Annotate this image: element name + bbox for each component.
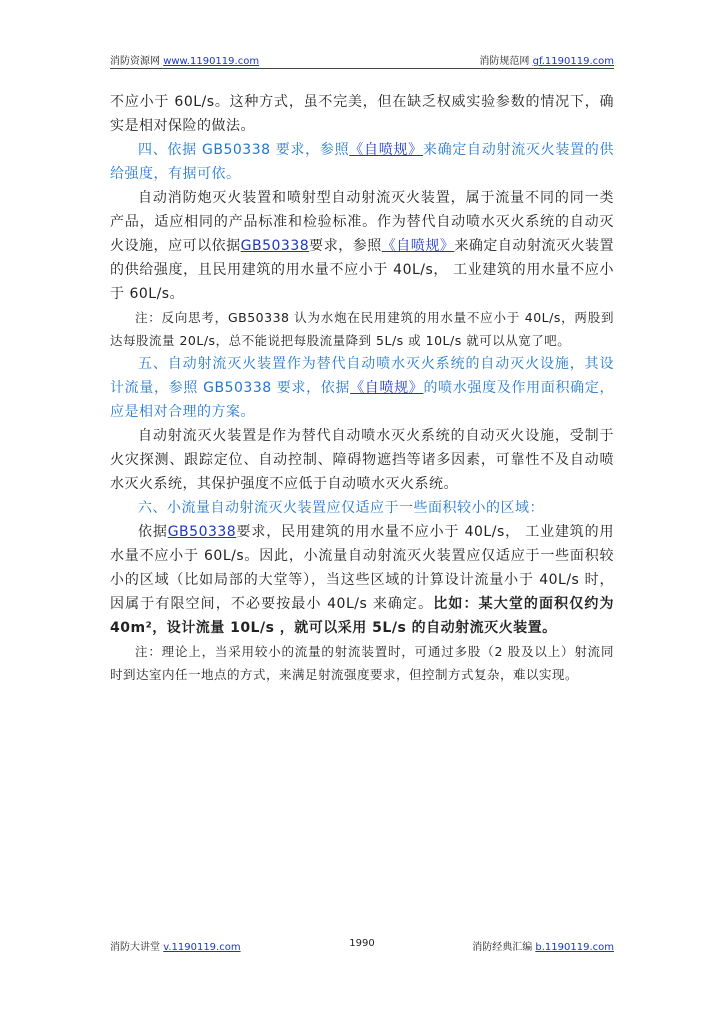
paragraph-4-text-a: 依据 [138,524,168,540]
section-heading-4 [110,138,614,186]
paragraph-2-text-c: 来确定自动射流灭火装置的供给强度，且民用建筑的用水量不应小于 40L/s， 工业建筑的用水量不应小于 60L/s。 [110,238,615,302]
paragraph-4-link[interactable]: GB50338 [167,524,237,540]
header-left-link[interactable]: www.1190119.com [163,56,260,67]
header-right-label: 消防规范网 [479,56,530,67]
paragraph-4-text-b: 要求，民用建筑的用水量不应小于 40L/s， 工业建筑的用水量不应小于 60L/s。因此，小流量自动射流灭火装置应仅适应于一些面积较小的区域（比如局部的大堂等），当这些区域的计算设计流量小于 40L/s 时，因属于有限空间，不必要按最小 40L/s 来确定。 [110,524,614,612]
heading-4-link[interactable]: 《自喷规》 [349,142,423,158]
paragraph-2 [110,186,614,306]
paragraph-2-link-1[interactable]: GB50338 [240,238,310,254]
heading-4-text-b: 来确定自动射流灭火装置的供给强度，有据可依。 [110,142,615,182]
heading-5-text-a: 五、自动射流灭火装置作为替代自动喷水灭火系统的自动灭火设施，其设计流量，参照 GB50338 要求，依据 [110,356,614,396]
heading-5-text-b: 的喷水强度及作用面积确定，应是相对合理的方案。 [110,380,615,420]
paragraph-3: 自动射流灭火装置是作为替代自动喷水灭火系统的自动灭火设施，受制于火灾探测、跟踪定位、自动控制、障碍物遮挡等诸多因素，可靠性不及自动喷水灭火系统，其保护强度不应低于自动喷水灭火系统。 [110,428,614,492]
paragraph-4-bold: 比如：某大堂的面积仅约为 40m²，设计流量 10L/s ，就可以采用 5L/s 的自动射流灭火装置。 [110,596,614,636]
page-number: 1990 [349,938,375,949]
note-2: 注：理论上，当采用较小的流量的射流装置时，可通过多股（2 股及以上）射流同时到达室内任一地点的方式，来满足射流强度要求，但控制方式复杂，难以实现。 [110,644,614,682]
heading-5-link[interactable]: 《自喷规》 [350,380,424,396]
paragraph-2-text-a: 自动消防炮灭火装置和喷射型自动射流灭火装置，属于流量不同的同一类产品，适应相同的产品标准和检验标准。作为替代自动喷水灭火系统的自动灭火设施，应可以依据 [110,190,614,254]
section-heading-6: 六、小流量自动射流灭火装置应仅适应于一些面积较小的区域： [138,500,544,516]
paragraph-4 [110,520,614,640]
header-right-link[interactable]: gf.1190119.com [532,56,614,67]
page-header [110,52,614,69]
note-1: 注：反向思考，GB50338 认为水炮在民用建筑的用水量不应小于 40L/s，两股到达每股流量 20L/s，总不能说把每股流量降到 5L/s 或 10L/s 就可以从宽了吧。 [110,310,614,348]
footer-right-label: 消防经典汇编 [472,942,533,953]
paragraph-1: 不应小于 60L/s。这种方式，虽不完美，但在缺乏权威实验参数的情况下，确实是相对保险的做法。 [110,94,614,134]
header-right [479,52,614,67]
footer-left-label: 消防大讲堂 [110,942,160,953]
page-footer [110,938,614,952]
header-left-label: 消防资源网 [110,56,160,67]
document-body [110,90,614,686]
footer-right-link[interactable]: b.1190119.com [535,942,614,953]
paragraph-2-link-2[interactable]: 《自喷规》 [381,238,455,254]
footer-left-link[interactable]: v.1190119.com [163,942,241,953]
footer-right [472,938,614,953]
header-left [110,52,259,67]
section-heading-5 [110,352,614,424]
heading-4-text-a: 四、依据 GB50338 要求，参照 [138,142,350,158]
paragraph-2-text-b: 要求，参照 [309,238,382,254]
